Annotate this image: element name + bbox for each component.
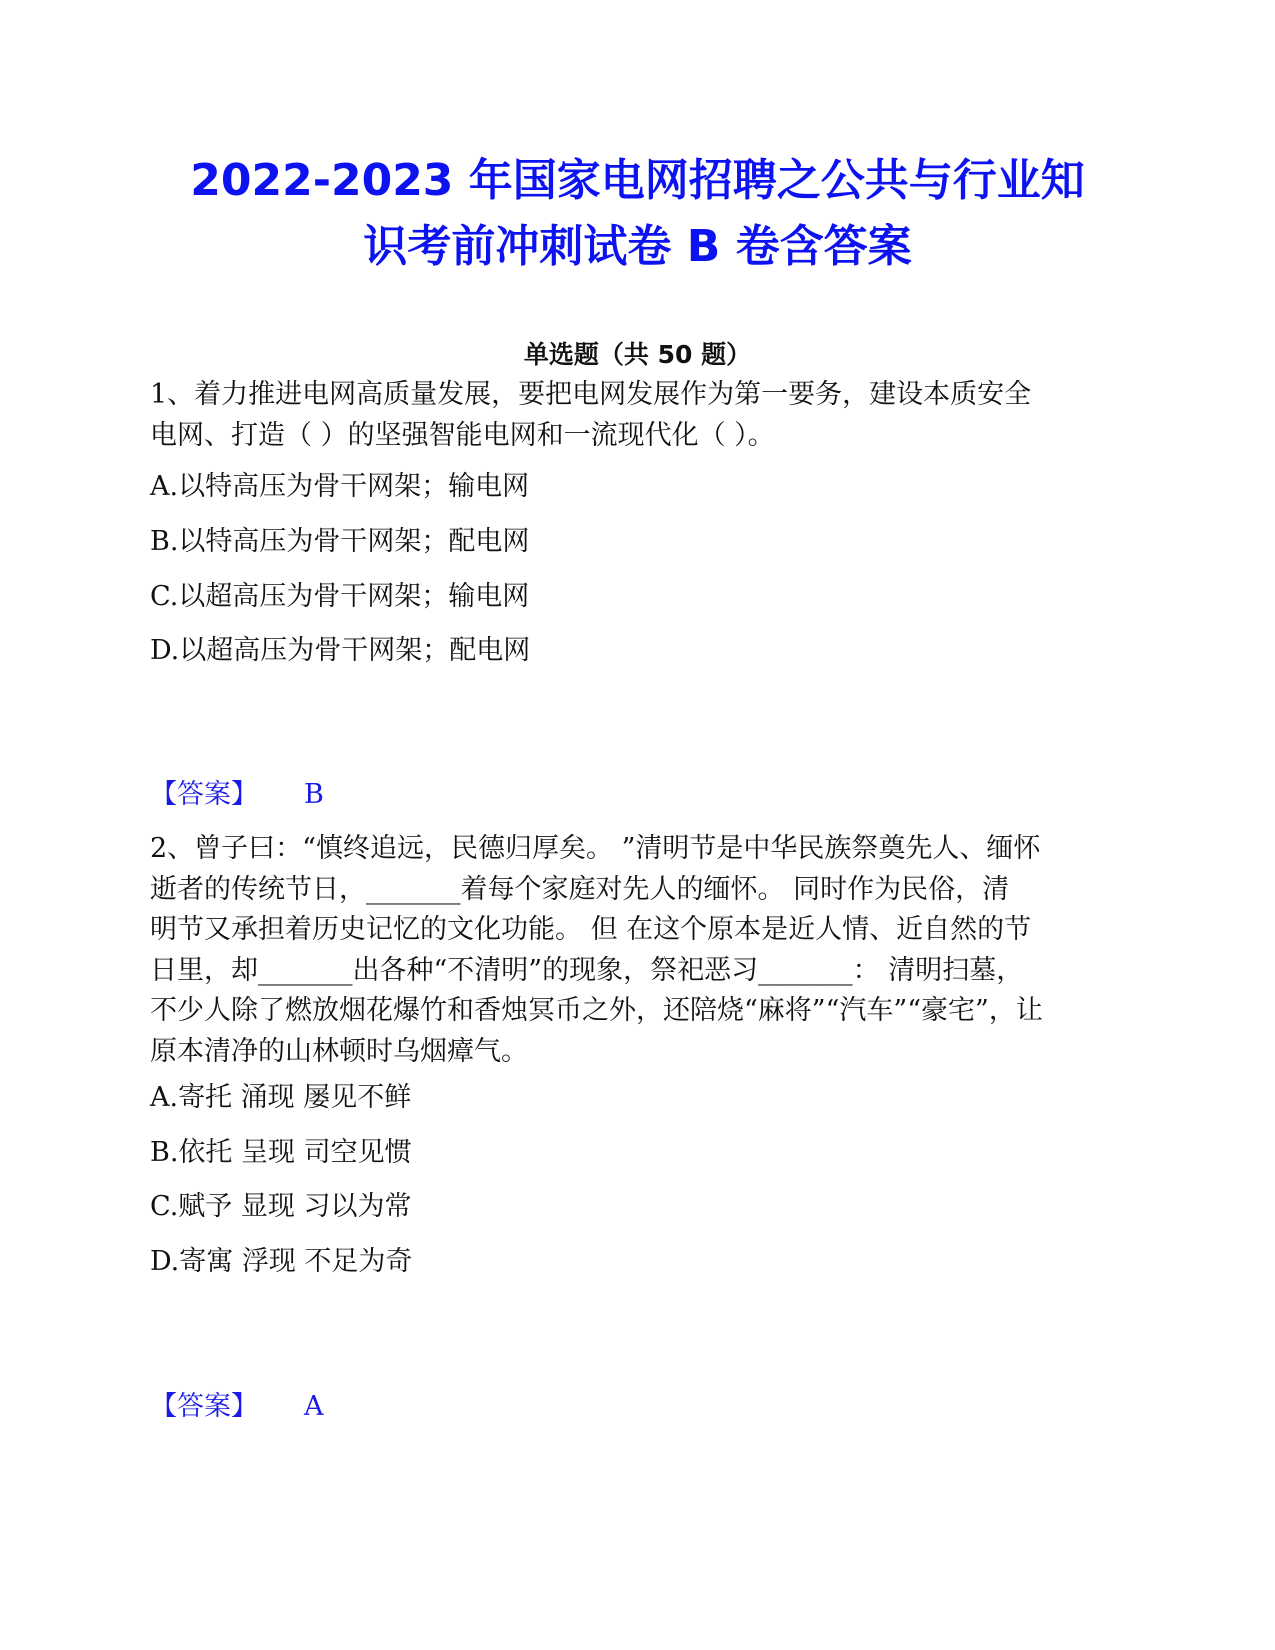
question-1-stem: [150, 375, 1120, 456]
question-2-option-b: B.依托 呈现 司空见惯: [150, 1137, 412, 1168]
question-2-stem: [150, 829, 1120, 1072]
question-1-option-b: B.以特高压为骨干网架；配电网: [150, 526, 530, 557]
document-title-line1: 2022-2023 年国家电网招聘之公共与行业知: [190, 155, 1085, 206]
question-2-stem-line6: 原本清净的山林顿时乌烟瘴气。: [150, 1035, 528, 1067]
question-2-stem-line1: 2、曾子曰：“慎终追远，民德归厚矣。 ”清明节是中华民族祭奠先人、缅怀: [150, 833, 1041, 864]
question-1-option-a: A.以特高压为骨干网架；输电网: [150, 471, 530, 502]
question-1-option-d: D.以超高压为骨干网架；配电网: [150, 635, 531, 666]
question-2-stem-line4: 日里，却_______出各种“不清明”的现象，祭祀恶习_______： 清明扫墓，: [150, 954, 1024, 986]
section-heading: 单选题（共 50 题）: [523, 340, 752, 369]
answer-label: 【答案】: [150, 1391, 258, 1422]
question-1-option-c: C.以超高压为骨干网架；输电网: [150, 581, 530, 612]
question-2-stem-line2: 逝者的传统节日，_______着每个家庭对先人的缅怀。 同时作为民俗，清: [150, 873, 1010, 905]
question-1-stem-line2: 电网、打造（ ）的坚强智能电网和一流现代化（ ）。: [150, 419, 775, 451]
question-2-answer: [150, 1389, 324, 1425]
document-title: [140, 148, 1135, 280]
question-2-stem-line3: 明节又承担着历史记忆的文化功能。 但 在这个原本是近人情、近自然的节: [150, 914, 1032, 945]
answer-label: 【答案】: [150, 779, 258, 810]
question-2-stem-line5: 不少人除了燃放烟花爆竹和香烛冥币之外，还陪烧“麻将”“汽车”“豪宅”，让: [150, 995, 1043, 1026]
question-2-option-a: A.寄托 涌现 屡见不鲜: [150, 1082, 412, 1113]
answer-value: A: [304, 1391, 324, 1422]
answer-value: B: [304, 779, 324, 810]
question-1-answer: [150, 777, 324, 813]
question-1-stem-line1: 1、着力推进电网高质量发展，要把电网发展作为第一要务，建设本质安全: [150, 379, 1032, 410]
question-2-option-c: C.赋予 显现 习以为常: [150, 1191, 412, 1222]
document-title-line2: 识考前冲刺试卷 B 卷含答案: [363, 221, 912, 272]
question-2-option-d: D.寄寓 浮现 不足为奇: [150, 1246, 413, 1277]
